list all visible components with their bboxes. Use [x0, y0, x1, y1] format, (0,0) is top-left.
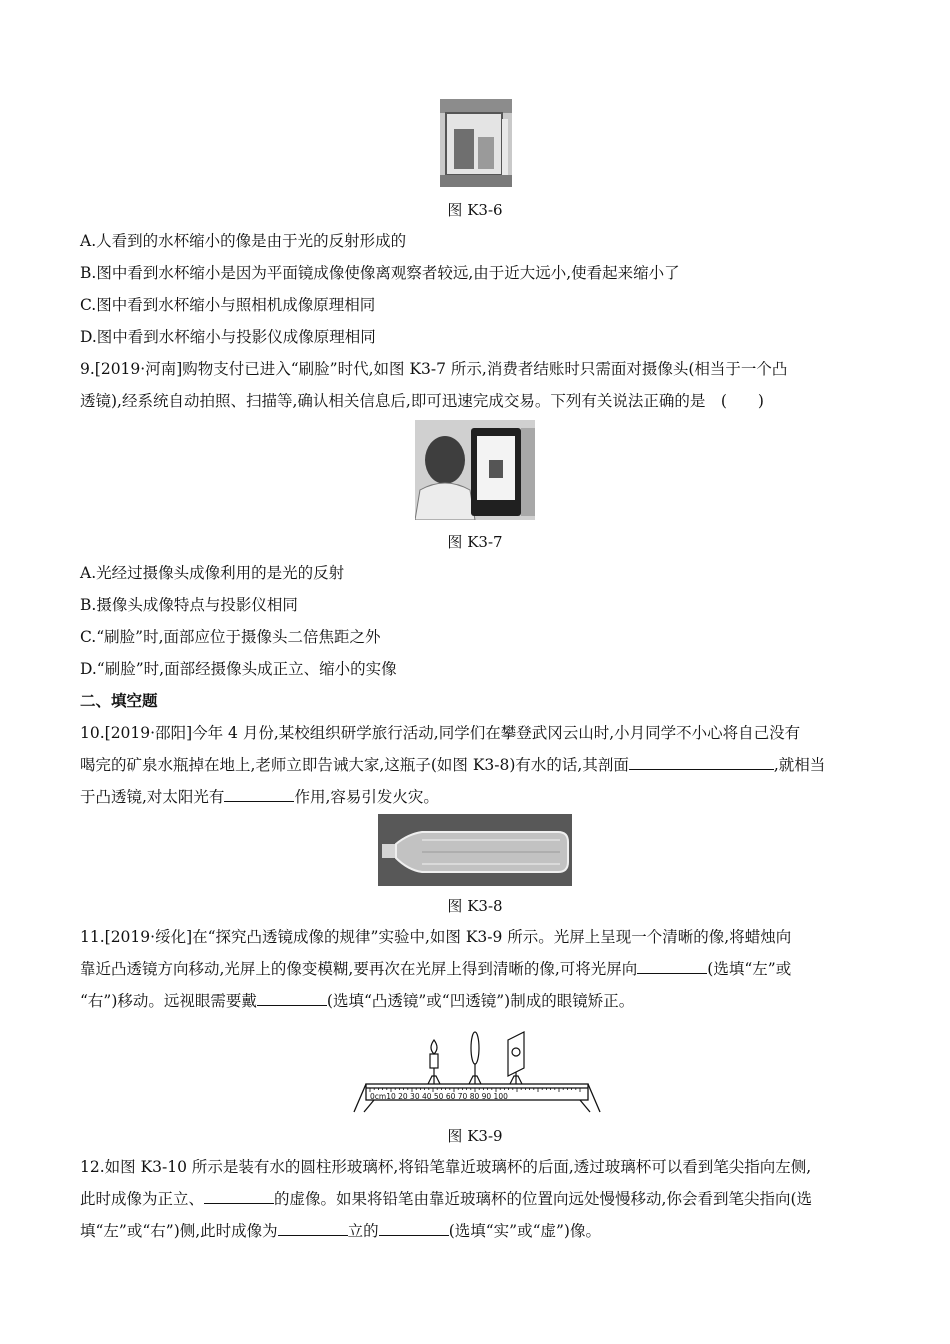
- section-title-fill-in: 二、填空题: [80, 692, 158, 710]
- q12-line2-text-b: 的虚像。如果将铅笔由靠近玻璃杯的位置向远处慢慢移动,你会看到笔尖指向(选: [274, 1190, 812, 1208]
- q9-option-c: C.“刷脸”时,面部应位于摄像头二倍焦距之外: [80, 628, 381, 646]
- q10-stem-line2: [80, 754, 825, 776]
- q11-stem-line3: [80, 990, 634, 1012]
- q11-line3-text-a: “右”)移动。远视眼需要戴: [80, 992, 257, 1010]
- figure-k3-8-photo: [378, 814, 572, 886]
- figure-caption-k3-9: 图 K3-9: [447, 1127, 503, 1145]
- q12-stem-line1: 12.如图 K3-10 所示是装有水的圆柱形玻璃杯,将铅笔靠近玻璃杯的后面,透过玻璃杯可以看到笔尖指向左侧,: [80, 1158, 812, 1176]
- q11-line2-text-a: 靠近凸透镜方向移动,光屏上的像变模糊,要再次在光屏上得到清晰的像,可将光屏向: [80, 960, 638, 978]
- q8-option-a: A.人看到的水杯缩小的像是由于光的反射形成的: [80, 232, 407, 250]
- q12-line3-text-c: (选填“实”或“虚”)像。: [448, 1222, 601, 1240]
- q10-line3-text-b: 作用,容易引发火灾。: [294, 788, 439, 806]
- q10-blank-2[interactable]: [224, 787, 294, 802]
- q12-line3-text-b: 立的: [347, 1222, 379, 1240]
- q9-option-d: D.“刷脸”时,面部经摄像头成正立、缩小的实像: [80, 660, 397, 678]
- q11-stem-line1: 11.[2019·绥化]在“探究凸透镜成像的规律”实验中,如图 K3-9 所示。光屏上呈现一个清晰的像,将蜡烛向: [80, 928, 792, 946]
- q12-blank-1[interactable]: [204, 1189, 274, 1204]
- q9-stem-line1: 9.[2019·河南]购物支付已进入“刷脸”时代,如图 K3-7 所示,消费者结账时只需面对摄像头(相当于一个凸: [80, 360, 788, 378]
- q10-line2-text-b: ,就相当: [773, 756, 826, 774]
- convex-lens: [469, 1032, 481, 1084]
- q10-line3-text-a: 于凸透镜,对太阳光有: [80, 788, 225, 806]
- q12-line3-text-a: 填“左”或“右”)侧,此时成像为: [80, 1222, 278, 1240]
- q12-line2-text-a: 此时成像为正立、: [80, 1190, 205, 1208]
- q8-option-d: D.图中看到水杯缩小与投影仪成像原理相同: [80, 328, 376, 346]
- q8-option-b: B.图中看到水杯缩小是因为平面镜成像使像离观察者较远,由于近大远小,使看起来缩小了: [80, 264, 680, 282]
- q11-line3-text-b: (选填“凸透镜”或“凹透镜”)制成的眼镜矫正。: [326, 992, 635, 1010]
- q12-stem-line2: [80, 1188, 812, 1210]
- q12-stem-line3: [80, 1220, 601, 1242]
- light-screen: [508, 1032, 524, 1084]
- q10-stem-line1: 10.[2019·邵阳]今年 4 月份,某校组织研学旅行活动,同学们在攀登武冈云山时,小月同学不小心将自己没有: [80, 724, 801, 742]
- q11-stem-line2: [80, 958, 791, 980]
- ruler-scale-labels: 0cm10 20 30 40 50 60 70 80 90 100: [370, 1092, 508, 1101]
- q12-blank-2[interactable]: [278, 1221, 348, 1236]
- candle: [428, 1040, 440, 1084]
- q10-line2-text-a: 喝完的矿泉水瓶掉在地上,老师立即告诫大家,这瓶子(如图 K3-8)有水的话,其剖面: [80, 756, 629, 774]
- figure-k3-7-photo: [415, 420, 535, 520]
- q9-option-a: A.光经过摄像头成像利用的是光的反射: [80, 564, 345, 582]
- q11-blank-1[interactable]: [637, 959, 707, 974]
- figure-caption-k3-7: 图 K3-7: [447, 533, 503, 551]
- q8-option-c: C.图中看到水杯缩小与照相机成像原理相同: [80, 296, 376, 314]
- q11-blank-2[interactable]: [257, 991, 327, 1006]
- figure-caption-k3-8: 图 K3-8: [447, 897, 503, 915]
- q11-line2-text-b: (选填“左”或: [707, 960, 792, 978]
- q10-blank-1[interactable]: [629, 755, 774, 770]
- q9-stem-line2: 透镜),经系统自动拍照、扫描等,确认相关信息后,即可迅速完成交易。下列有关说法正确的是 ( ): [80, 392, 764, 410]
- q10-stem-line3: [80, 786, 439, 808]
- q9-option-b: B.摄像头成像特点与投影仪相同: [80, 596, 298, 614]
- q12-blank-3[interactable]: [379, 1221, 449, 1236]
- figure-caption-k3-6: 图 K3-6: [447, 201, 503, 219]
- figure-k3-6-photo: [440, 99, 512, 187]
- figure-k3-9-optical-bench: [352, 1028, 602, 1116]
